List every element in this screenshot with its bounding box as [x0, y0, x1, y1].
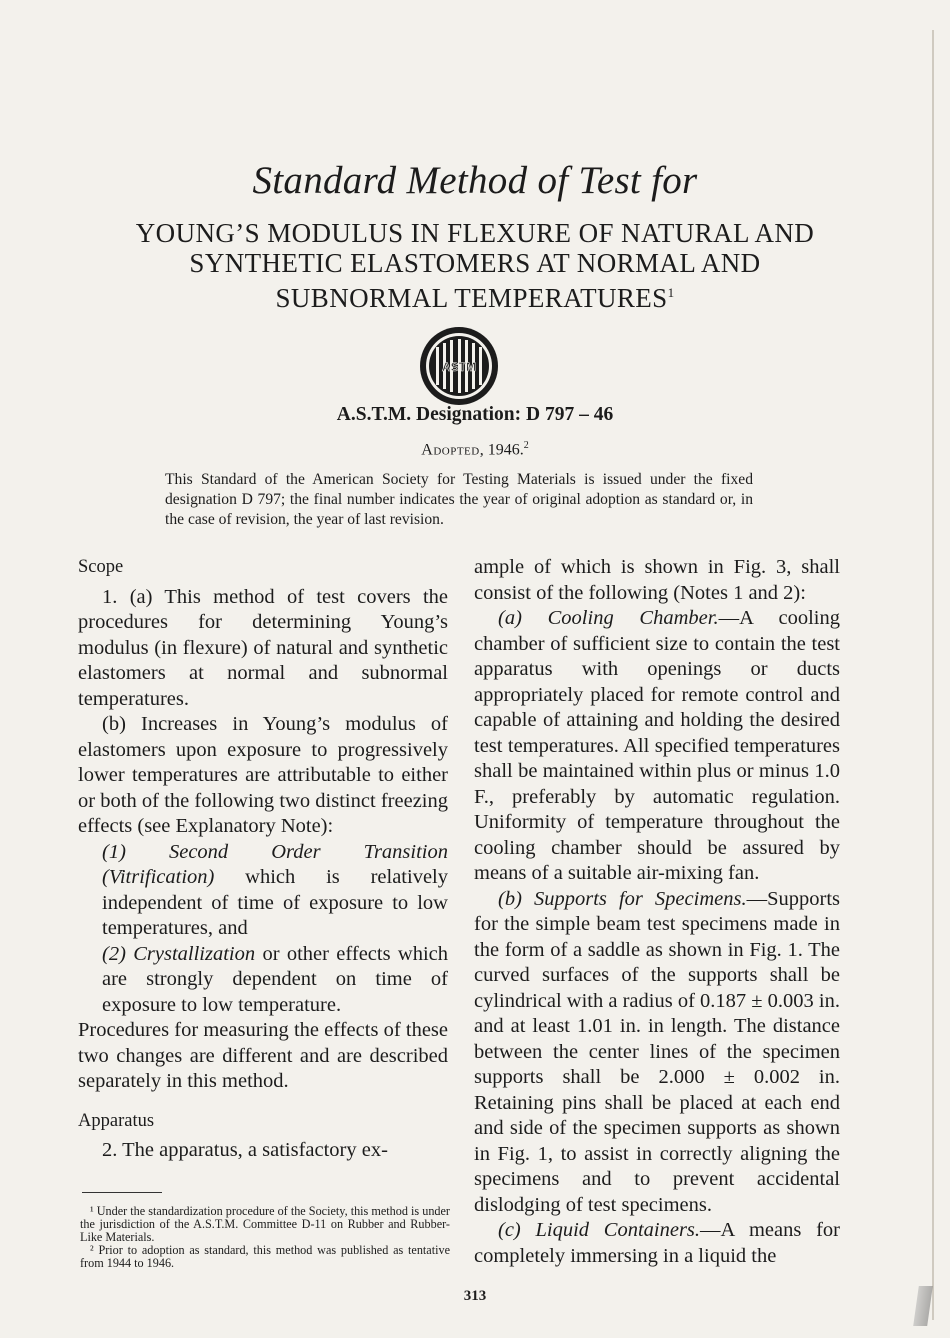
adopted-label: Adopted	[421, 441, 480, 459]
item-1-label: (1) Second Order Transition (Vitrification)	[102, 840, 448, 888]
title-line-1: YOUNG’S MODULUS IN FLEXURE OF NATURAL AND	[135, 218, 815, 248]
right-column	[474, 555, 840, 1269]
para-c	[474, 1218, 840, 1269]
para-1b: (b) Increases in Young’s modulus of elastomers upon exposure to progressively lower temperatures are attributable to either or both of the following two distinct freezing effects (see Explanatory Note):	[78, 713, 448, 837]
para-a-text: —A cooling chamber of sufficient size to contain the test apparatus with openings or ducts appropriately placed for remote control and capable of attaining and holding the desired test temperatures. All specified temperatures shall be maintained within plus or minus 1.0 F., preferably by automatic regulation. Uniformity of temperature throughout the cooling chamber should be assured by means of a suitable air-mixing fan.	[474, 607, 840, 884]
para-c-text: —A means for completely immersing in a liquid the	[474, 1219, 840, 1267]
footnote-rule	[82, 1192, 162, 1193]
footnote-ref-1: 1	[667, 285, 675, 300]
footnotes	[80, 1205, 450, 1270]
title-line-3: SUBNORMAL TEMPERATURES$^1$	[275, 283, 675, 313]
para-b-text: —Supports for the simple beam test specimens made in the form of a saddle as shown in Fig. 1. The curved surfaces of the supports shall be cylindrical with a radius of 0.187 ± 0.003 in. and at least 1.01 in. in length. The distance between the center lines of the specimen supports shall be 2.000 ± 0.002 in. Retaining pins shall be placed at each end and side of the specimen supports as shown in Fig. 1, to assist in correctly aligning the specimens and to prevent accidental dislodging of test specimens.	[474, 887, 840, 1216]
title-line-2: SYNTHETIC ELASTOMERS AT NORMAL AND	[189, 248, 761, 278]
footnote-ref-2: 2	[523, 440, 529, 451]
astm-logo-icon	[418, 325, 500, 407]
item-2-label: (2) Crystallization	[102, 942, 256, 965]
para-c-label: (c) Liquid Containers.	[498, 1219, 701, 1241]
adopted-line	[0, 440, 950, 459]
title-main	[0, 218, 950, 313]
footnote-1: ¹ Under the standardization procedure of the Society, this method is under the jurisdiction of the A.S.T.M. Committee D-11 on Rubber and Rubber-Like Materials.	[80, 1204, 450, 1244]
scope-heading: Scope	[78, 557, 124, 577]
para-b	[474, 887, 840, 1219]
item-2-text: or other effects which are strongly dependent on time of exposure to low temperature.	[102, 942, 448, 1016]
page-number: 313	[463, 1288, 487, 1304]
adopted-year: , 1946.	[479, 441, 524, 459]
para-1a: 1. (a) This method of test covers the procedures for determining Young’s modulus (in flexure) of natural and synthetic elastomers at normal and subnormal temperatures.	[78, 585, 448, 710]
title-italic: Standard Method of Test for	[252, 159, 698, 202]
para-b-label: (b) Supports for Specimens.	[498, 887, 747, 910]
list-item-1	[78, 840, 448, 942]
list-item-2	[78, 942, 448, 1019]
para-procedures: Procedures for measuring the effects of these two changes are different and are described separately in this method.	[78, 1019, 448, 1092]
apparatus-heading: Apparatus	[78, 1110, 155, 1131]
para-2-cont: ample of which is shown in Fig. 3, shall consist of the following (Notes 1 and 2):	[474, 556, 840, 604]
para-a-label: (a) Cooling Chamber.	[498, 607, 719, 629]
logo-text: ASTM	[442, 360, 476, 374]
designation: A.S.T.M. Designation: D 797 – 46	[336, 404, 614, 425]
para-2: 2. The apparatus, a satisfactory ex-	[102, 1139, 388, 1161]
item-1-text: which is relatively independent of time of exposure to low temperatures, and	[102, 866, 448, 939]
para-a	[474, 606, 840, 887]
footnote-2: ² Prior to adoption as standard, this method was published as tentative from 1944 to 1946.	[80, 1243, 450, 1270]
left-column	[78, 555, 448, 1164]
standard-note: This Standard of the American Society for Testing Materials is issued under the fixed designation D 797; the final number indicates the year of original adoption as standard or, in the case of revision, the year of last revision.	[165, 471, 753, 528]
